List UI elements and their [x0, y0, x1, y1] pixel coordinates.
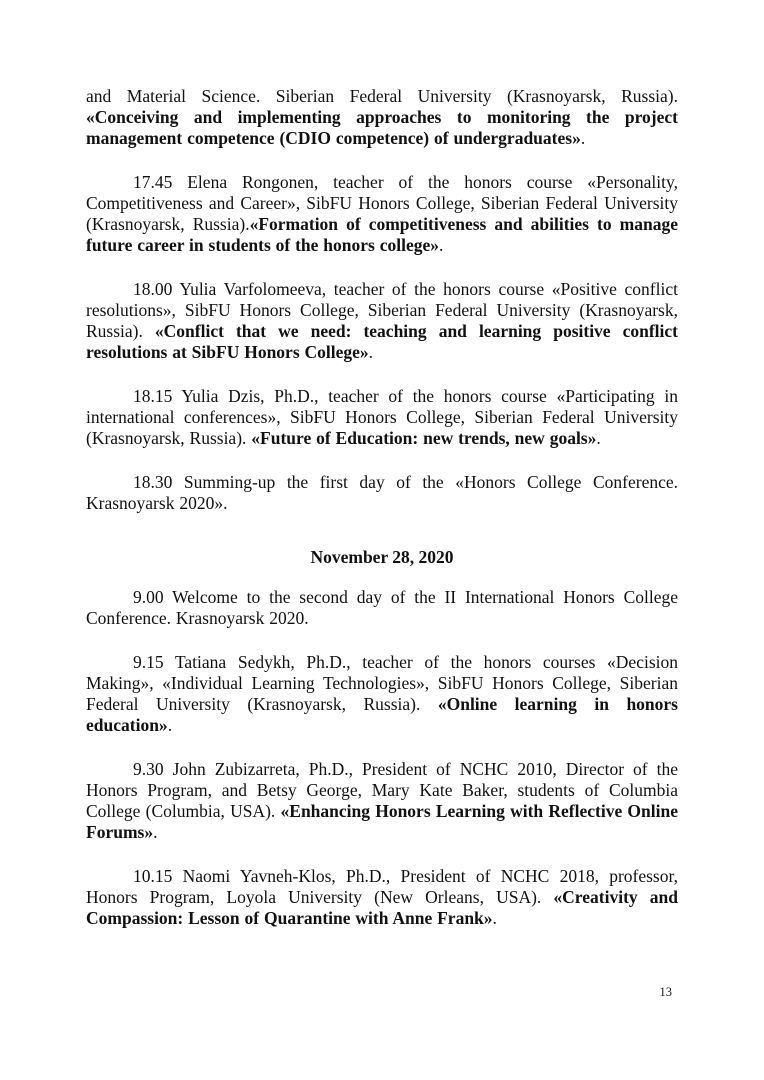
- paragraph: 18.15 Yulia Dzis, Ph.D., teacher of the honors course «Participating in international conferences», SibFU Honors College, Siberian Federal University (Krasnoyarsk, Russia). «Future of Education: new trends, new goals».: [86, 386, 678, 448]
- paragraph: 17.45 Elena Rongonen, teacher of the honors course «Personality, Competitiveness and Career», SibFU Honors College, Siberian Federal University (Krasnoyarsk, Russia).«Formation of competitiveness and abilities to manage future career in students of the honors college».: [86, 172, 678, 255]
- page-content: [86, 86, 678, 952]
- paragraph: 9.15 Tatiana Sedykh, Ph.D., teacher of the honors courses «Decision Making», «Individual Learning Technologies», SibFU Honors College, Siberian Federal University (Krasnoyarsk, Russia). «Online learning in honors education».: [86, 652, 678, 735]
- paragraph: 10.15 Naomi Yavneh-Klos, Ph.D., President of NCHC 2018, professor, Honors Program, Loyola University (New Orleans, USA). «Creativity and Compassion: Lesson of Quarantine with Anne Frank».: [86, 866, 679, 928]
- paragraph: 9.30 John Zubizarreta, Ph.D., President of NCHC 2010, Director of the Honors Program, and Betsy George, Mary Kate Baker, students of Columbia College (Columbia, USA). «Enhancing Honors Learning with Reflective Online Forums».: [86, 759, 678, 842]
- paragraph: 18.00 Yulia Varfolomeeva, teacher of the honors course «Positive conflict resolutions», SibFU Honors College, Siberian Federal University (Krasnoyarsk, Russia). «Conflict that we need: teaching and learning positive conflict resolutions at SibFU Honors College».: [86, 279, 679, 362]
- day1-schedule-paragraphs: [86, 86, 678, 514]
- paragraph: 9.00 Welcome to the second day of the II International Honors College Conference. Krasnoyarsk 2020.: [86, 587, 678, 628]
- page-number: 13: [659, 985, 672, 999]
- paragraph: 18.30 Summing-up the first day of the «Honors College Conference. Krasnoyarsk 2020».: [86, 472, 678, 513]
- date-heading: November 28, 2020: [310, 547, 454, 567]
- paragraph: and Material Science. Siberian Federal University (Krasnoyarsk, Russia). «Conceiving and implementing approaches to monitoring the project management competence (CDIO competence) of undergraduates».: [86, 86, 678, 148]
- day2-schedule-paragraphs: [86, 587, 678, 929]
